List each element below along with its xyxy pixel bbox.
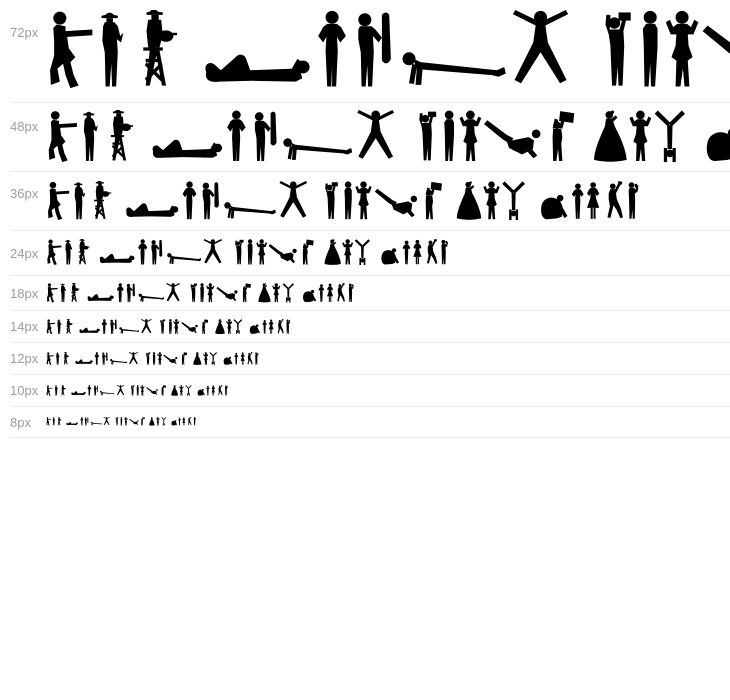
size-label: 48px bbox=[10, 119, 39, 134]
glyph-girl-skirt bbox=[412, 239, 423, 266]
glyph-woman-phone bbox=[285, 319, 291, 335]
glyph-photographer bbox=[189, 283, 198, 303]
glyph-surfboard-holder bbox=[351, 10, 393, 91]
glyph-posing-woman-2 bbox=[342, 239, 353, 266]
glyph-push-up bbox=[221, 181, 276, 222]
glyph-handstand bbox=[209, 352, 217, 366]
glyph-boy-hips bbox=[178, 417, 181, 426]
glyph-boy-hips bbox=[318, 283, 325, 303]
glyph-surfboard-holder bbox=[101, 352, 108, 366]
glyph-crouching-person bbox=[249, 319, 261, 335]
glyph-gown-woman bbox=[324, 239, 341, 266]
size-label: 10px bbox=[10, 383, 39, 398]
glyph-squat-reach bbox=[46, 110, 77, 164]
glyph-posing-woman bbox=[173, 319, 180, 335]
glyph-hands-on-hips bbox=[101, 319, 108, 335]
glyph-v-sit bbox=[216, 283, 239, 303]
glyph-standing-man bbox=[136, 385, 139, 396]
glyph-dancer-arm-up bbox=[187, 417, 192, 426]
glyph-star-jump bbox=[202, 239, 224, 266]
glyph-star-jump bbox=[140, 319, 153, 335]
glyph-dancer-arm-up bbox=[246, 352, 253, 366]
glyph-push-up bbox=[279, 110, 352, 164]
glyph-posing-woman-2 bbox=[272, 283, 281, 303]
glyph-squat-reach bbox=[46, 181, 70, 222]
glyph-v-sit bbox=[163, 352, 178, 366]
glyph-star-jump bbox=[116, 385, 125, 396]
glyph-stand-hat bbox=[95, 10, 124, 91]
glyph-chair-guitar bbox=[73, 239, 90, 266]
glyph-sit-up bbox=[79, 319, 100, 335]
glyph-hands-on-hips bbox=[315, 10, 349, 91]
glyph-photographer bbox=[159, 319, 166, 335]
size-label: 36px bbox=[10, 186, 39, 201]
glyph-posing-woman bbox=[124, 417, 128, 426]
glyph-standing-man bbox=[199, 283, 205, 303]
glyph-posing-woman-2 bbox=[483, 181, 500, 222]
glyph-dancer-arm-up bbox=[603, 181, 624, 222]
glyph-posing-woman-2 bbox=[629, 110, 652, 164]
glyph-push-up bbox=[118, 319, 139, 335]
glyph-boy-hips bbox=[571, 181, 585, 222]
glyph-strip bbox=[46, 103, 730, 171]
glyph-crouching-person bbox=[704, 110, 730, 164]
glyph-strip bbox=[46, 343, 730, 374]
glyph-strip bbox=[46, 311, 730, 342]
glyph-chair-guitar bbox=[67, 283, 80, 303]
glyph-woman-phone bbox=[347, 283, 354, 303]
glyph-stand-hat bbox=[55, 352, 60, 366]
glyph-sit-up bbox=[71, 385, 86, 396]
glyph-v-sit bbox=[268, 239, 298, 266]
preview-row-8px bbox=[10, 407, 730, 438]
glyph-crouching-person bbox=[302, 283, 317, 303]
glyph-dancer-arm-up bbox=[424, 239, 438, 266]
glyph-dancer-arm-up bbox=[335, 283, 346, 303]
glyph-stand-hat bbox=[63, 239, 73, 266]
glyph-star-jump bbox=[128, 352, 139, 366]
glyph-stand-hat bbox=[54, 385, 58, 396]
glyph-dancer-arm-up bbox=[276, 319, 284, 335]
glyph-surfboard-holder bbox=[109, 319, 117, 335]
glyph-standing-man bbox=[120, 417, 123, 426]
glyph-chair-guitar bbox=[127, 10, 177, 91]
glyph-push-up bbox=[90, 417, 102, 426]
glyph-crouching-person bbox=[171, 417, 178, 426]
glyph-girl-skirt bbox=[585, 181, 601, 222]
preview-row-36px bbox=[10, 172, 730, 231]
glyph-handstand bbox=[501, 181, 526, 222]
glyph-chair-guitar bbox=[56, 417, 62, 426]
preview-row-14px bbox=[10, 311, 730, 343]
glyph-sign-overhead bbox=[160, 385, 166, 396]
glyph-posing-woman bbox=[665, 10, 699, 91]
glyph-v-sit bbox=[701, 10, 730, 91]
glyph-v-sit bbox=[483, 110, 544, 164]
glyph-gown-woman bbox=[193, 352, 202, 366]
glyph-squat-reach bbox=[46, 417, 51, 426]
glyph-handstand bbox=[653, 110, 687, 164]
glyph-handstand bbox=[282, 283, 295, 303]
glyph-star-jump bbox=[354, 110, 397, 164]
glyph-photographer bbox=[415, 110, 440, 164]
glyph-hands-on-hips bbox=[80, 417, 84, 426]
glyph-girl-skirt bbox=[182, 417, 186, 426]
glyph-v-sit bbox=[129, 417, 139, 426]
size-label: 14px bbox=[10, 319, 39, 334]
preview-row-72px bbox=[10, 0, 730, 103]
glyph-strip bbox=[46, 407, 730, 437]
glyph-crouching-person bbox=[197, 385, 205, 396]
glyph-chair-guitar bbox=[61, 352, 69, 366]
glyph-sign-overhead bbox=[140, 417, 145, 426]
glyph-woman-phone bbox=[193, 417, 196, 426]
glyph-hands-on-hips bbox=[87, 385, 92, 396]
glyph-posing-woman-2 bbox=[156, 417, 160, 426]
glyph-girl-skirt bbox=[240, 352, 245, 366]
preview-row-12px bbox=[10, 343, 730, 375]
glyph-photographer bbox=[322, 181, 341, 222]
size-label: 12px bbox=[10, 351, 39, 366]
glyph-v-sit bbox=[146, 385, 159, 396]
glyph-v-sit bbox=[374, 181, 420, 222]
glyph-hands-on-hips bbox=[225, 110, 248, 164]
glyph-hands-on-hips bbox=[181, 181, 198, 222]
glyph-stand-hat bbox=[52, 417, 55, 426]
glyph-strip bbox=[46, 0, 730, 102]
glyph-surfboard-holder bbox=[93, 385, 99, 396]
glyph-strip bbox=[46, 172, 730, 230]
glyph-posing-woman bbox=[355, 181, 372, 222]
glyph-gown-woman bbox=[149, 417, 155, 426]
glyph-gown-woman bbox=[593, 110, 628, 164]
glyph-stand-hat bbox=[79, 110, 99, 164]
glyph-strip bbox=[46, 231, 730, 275]
glyph-star-jump bbox=[277, 181, 310, 222]
glyph-photographer bbox=[233, 239, 245, 266]
glyph-squat-reach bbox=[46, 385, 53, 396]
glyph-surfboard-holder bbox=[199, 181, 220, 222]
glyph-stand-hat bbox=[59, 283, 66, 303]
glyph-star-jump bbox=[103, 417, 110, 426]
glyph-woman-phone bbox=[224, 385, 228, 396]
glyph-standing-man bbox=[638, 10, 662, 91]
glyph-sign-overhead bbox=[420, 181, 443, 222]
glyph-push-up bbox=[99, 385, 114, 396]
glyph-sit-up bbox=[203, 10, 313, 91]
glyph-push-up bbox=[109, 352, 127, 366]
preview-row-18px bbox=[10, 276, 730, 311]
glyph-chair-guitar bbox=[63, 319, 73, 335]
glyph-photographer bbox=[130, 385, 135, 396]
glyph-posing-woman bbox=[459, 110, 482, 164]
glyph-handstand bbox=[185, 385, 192, 396]
glyph-push-up bbox=[396, 10, 506, 91]
glyph-push-up bbox=[165, 239, 202, 266]
glyph-posing-woman bbox=[206, 283, 215, 303]
glyph-gown-woman bbox=[258, 283, 271, 303]
glyph-sign-overhead bbox=[240, 283, 251, 303]
glyph-gown-woman bbox=[215, 319, 225, 335]
glyph-crouching-person bbox=[223, 352, 233, 366]
glyph-girl-skirt bbox=[211, 385, 216, 396]
glyph-photographer bbox=[115, 417, 119, 426]
glyph-boy-hips bbox=[234, 352, 239, 366]
preview-row-10px bbox=[10, 375, 730, 407]
glyph-strip bbox=[46, 276, 730, 310]
glyph-standing-man bbox=[342, 181, 354, 222]
glyph-surfboard-holder bbox=[250, 110, 278, 164]
glyph-crouching-person bbox=[539, 181, 569, 222]
size-label: 18px bbox=[10, 285, 39, 301]
glyph-standing-man bbox=[441, 110, 457, 164]
glyph-boy-hips bbox=[402, 239, 411, 266]
glyph-sit-up bbox=[125, 181, 180, 222]
size-label: 72px bbox=[10, 25, 39, 40]
glyph-woman-phone bbox=[439, 239, 449, 266]
glyph-woman-phone bbox=[254, 352, 259, 366]
glyph-sit-up bbox=[99, 239, 136, 266]
preview-row-24px bbox=[10, 231, 730, 276]
glyph-squat-reach bbox=[46, 283, 58, 303]
size-label: 8px bbox=[10, 414, 31, 430]
glyph-girl-skirt bbox=[326, 283, 334, 303]
glyph-handstand bbox=[233, 319, 243, 335]
glyph-sign-overhead bbox=[180, 352, 188, 366]
glyph-chair-guitar bbox=[86, 181, 111, 222]
glyph-photographer bbox=[145, 352, 151, 366]
glyph-posing-woman bbox=[157, 352, 163, 366]
glyph-push-up bbox=[137, 283, 164, 303]
glyph-sign-overhead bbox=[545, 110, 575, 164]
glyph-v-sit bbox=[181, 319, 199, 335]
glyph-gown-woman bbox=[456, 181, 482, 222]
glyph-surfboard-holder bbox=[84, 417, 89, 426]
glyph-boy-hips bbox=[206, 385, 210, 396]
glyph-hands-on-hips bbox=[137, 239, 148, 266]
glyph-star-jump bbox=[508, 10, 573, 91]
glyph-handstand bbox=[354, 239, 371, 266]
glyph-sit-up bbox=[87, 283, 114, 303]
glyph-standing-man bbox=[152, 352, 156, 366]
glyph-stand-hat bbox=[71, 181, 86, 222]
glyph-girl-skirt bbox=[268, 319, 274, 335]
glyph-dancer-arm-up bbox=[217, 385, 223, 396]
glyph-hands-on-hips bbox=[116, 283, 125, 303]
glyph-posing-woman bbox=[256, 239, 267, 266]
glyph-surfboard-holder bbox=[125, 283, 136, 303]
glyph-sign-overhead bbox=[200, 319, 209, 335]
glyph-crouching-person bbox=[380, 239, 400, 266]
glyph-boy-hips bbox=[262, 319, 267, 335]
glyph-standing-man bbox=[246, 239, 254, 266]
glyph-surfboard-holder bbox=[149, 239, 163, 266]
glyph-sit-up bbox=[151, 110, 224, 164]
glyph-sit-up bbox=[66, 417, 78, 426]
glyph-hands-on-hips bbox=[94, 352, 100, 366]
glyph-posing-woman-2 bbox=[179, 385, 184, 396]
glyph-sit-up bbox=[75, 352, 93, 366]
glyph-squat-reach bbox=[46, 319, 55, 335]
glyph-squat-reach bbox=[46, 10, 93, 91]
glyph-stand-hat bbox=[56, 319, 62, 335]
glyph-sign-overhead bbox=[299, 239, 314, 266]
glyph-squat-reach bbox=[46, 352, 54, 366]
glyph-gown-woman bbox=[171, 385, 178, 396]
glyph-posing-woman-2 bbox=[203, 352, 209, 366]
glyph-handstand bbox=[161, 417, 167, 426]
size-label: 24px bbox=[10, 245, 39, 261]
glyph-chair-guitar bbox=[59, 385, 66, 396]
glyph-posing-woman-2 bbox=[226, 319, 233, 335]
glyph-standing-man bbox=[168, 319, 173, 335]
glyph-posing-woman bbox=[140, 385, 145, 396]
glyph-star-jump bbox=[165, 283, 181, 303]
glyph-woman-phone bbox=[625, 181, 640, 222]
glyph-photographer bbox=[599, 10, 636, 91]
preview-row-48px bbox=[10, 103, 730, 172]
glyph-squat-reach bbox=[46, 239, 62, 266]
glyph-strip bbox=[46, 375, 730, 406]
font-preview-rows bbox=[10, 0, 730, 438]
glyph-chair-guitar bbox=[100, 110, 134, 164]
